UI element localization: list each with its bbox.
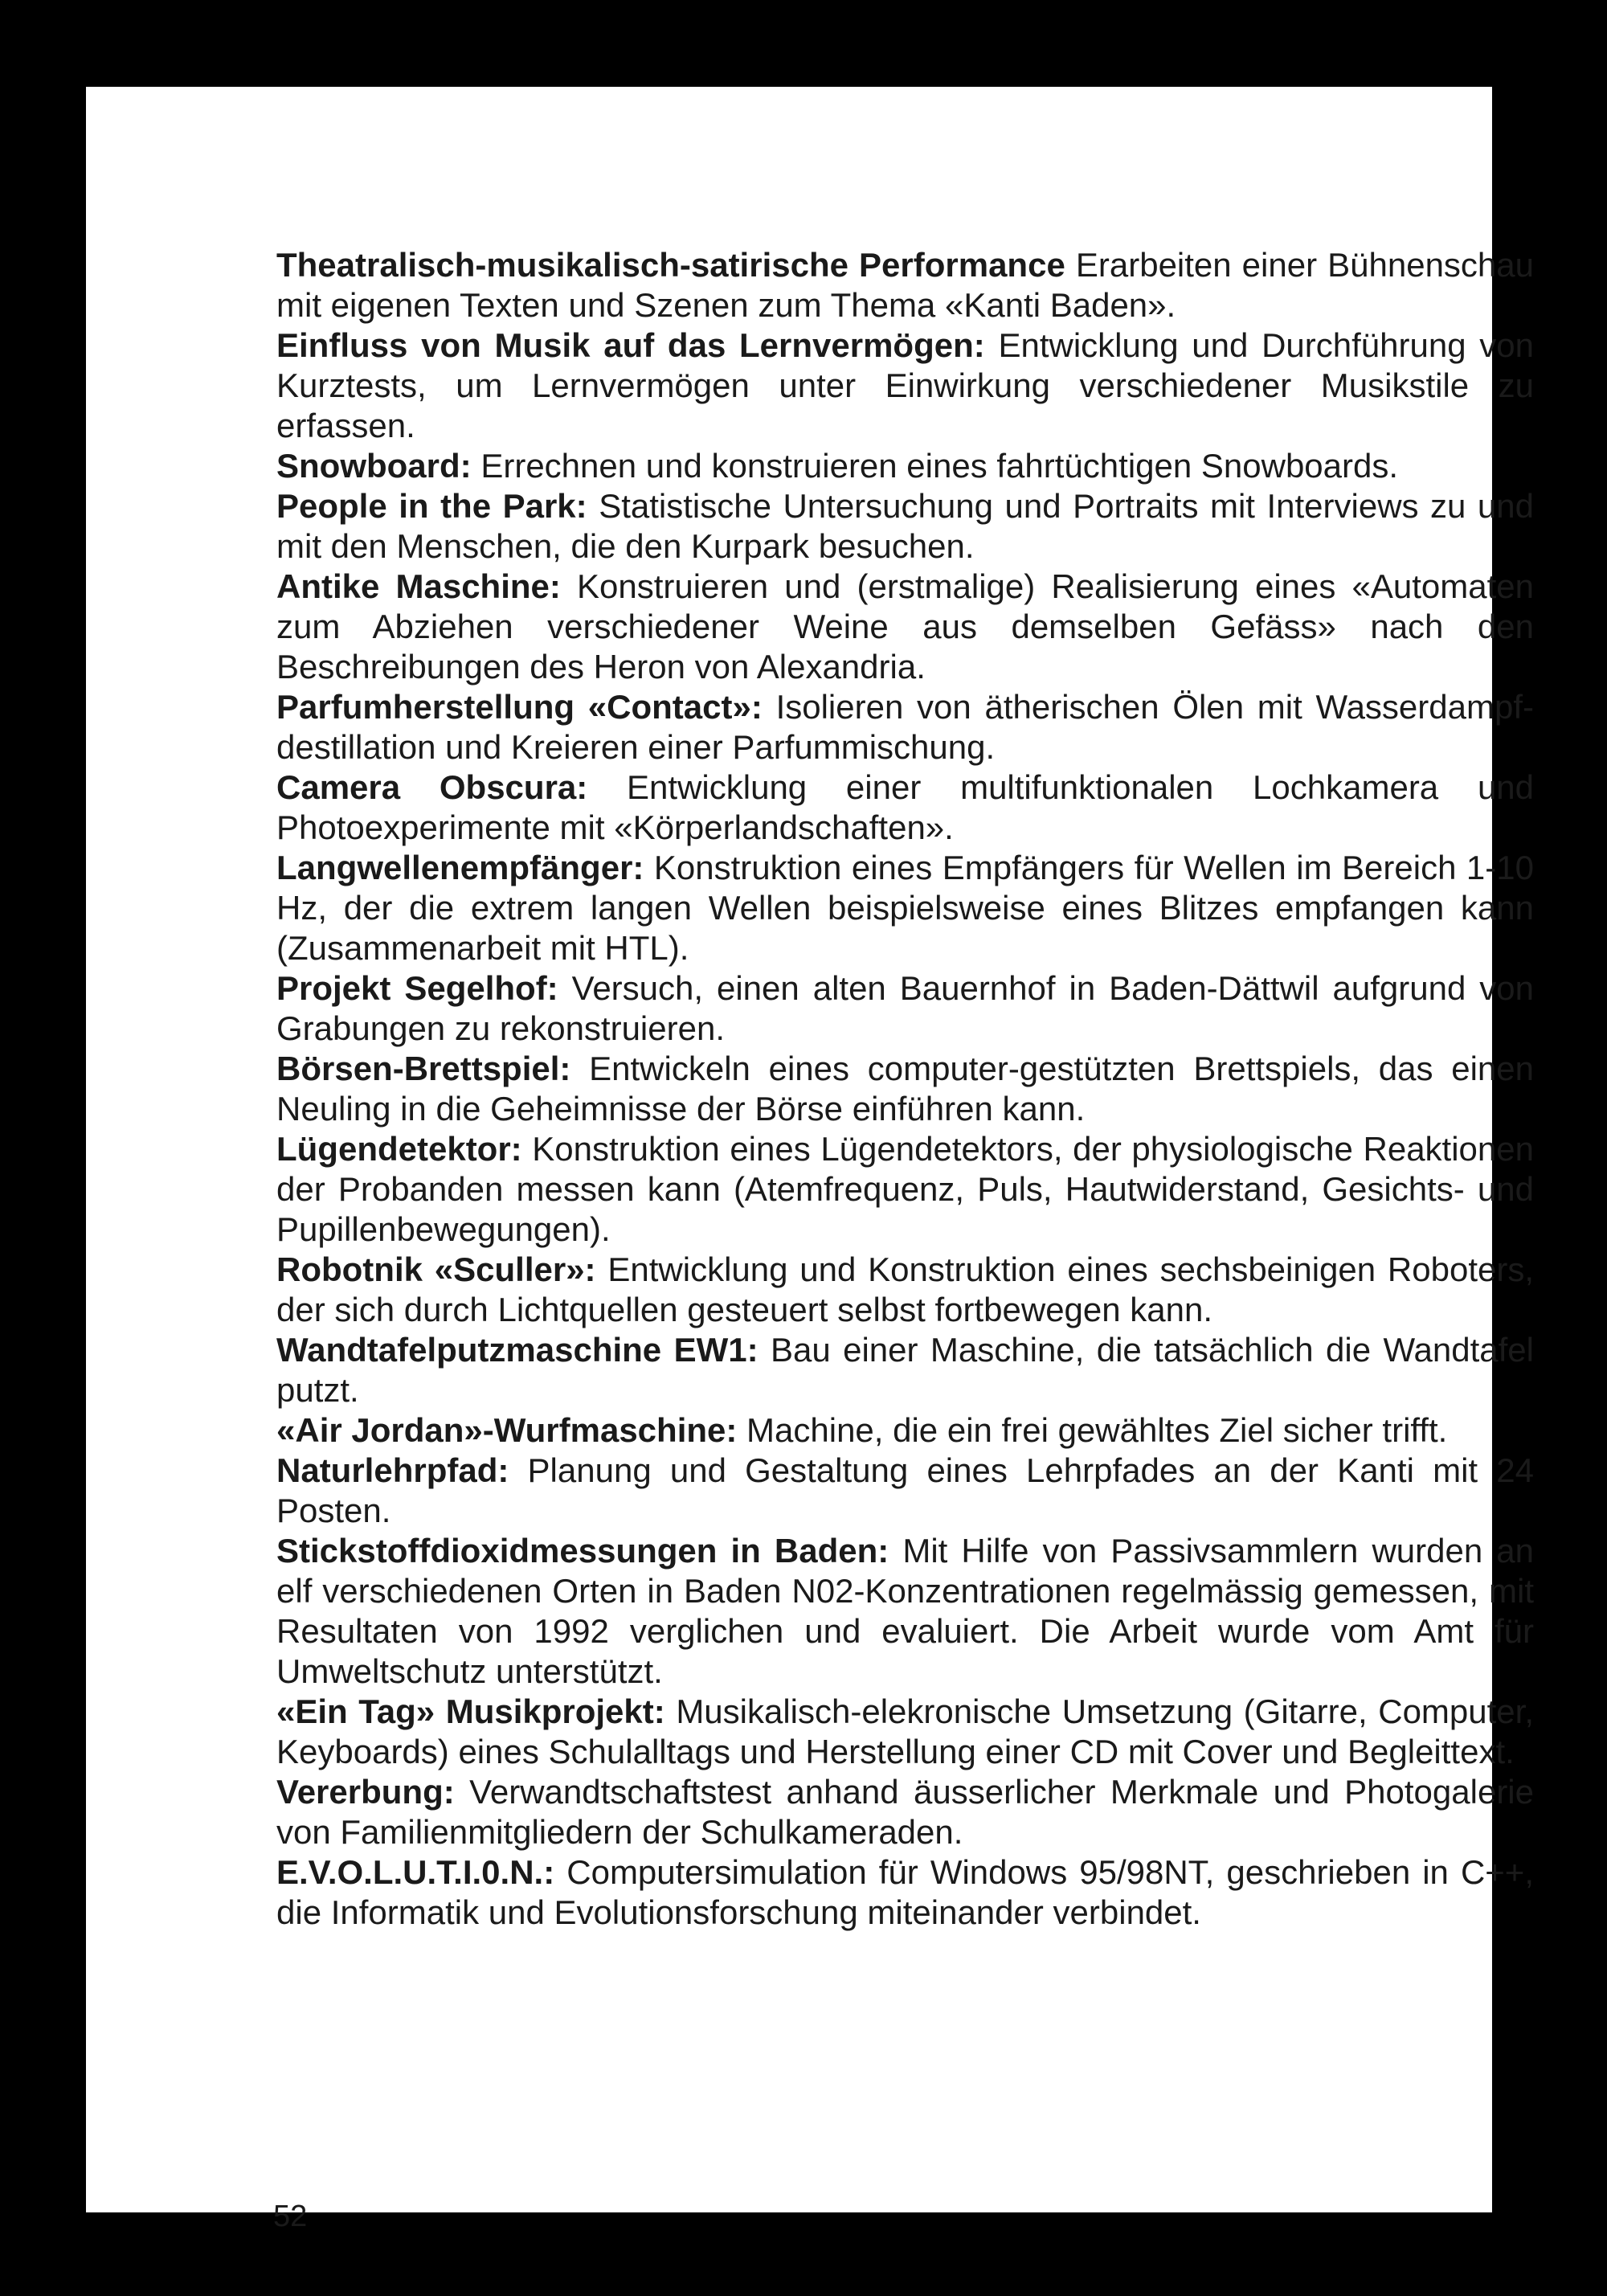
entry-title: Theatralisch-musikalisch-satirische Performance [276, 246, 1065, 284]
entry-title: Vererbung: [276, 1773, 455, 1811]
list-item [276, 446, 1534, 486]
entry-title: E.V.O.L.U.T.I.0.N.: [276, 1853, 555, 1891]
list-item [276, 848, 1534, 968]
list-item [276, 1129, 1534, 1250]
list-item [276, 1692, 1534, 1772]
entry-title: Langwellenempfänger: [276, 849, 644, 886]
project-list [276, 245, 1534, 1933]
list-item [276, 767, 1534, 848]
entry-text: Versuch, einen alten Bauernhof in Baden-Dättwil aufgrund von Grabungen zu rekonstruieren. [276, 969, 1534, 1047]
entry-text: Musikalisch-elekronische Umsetzung (Gitarre, Computer, Keyboards) eines Schulalltags und Herstellung einer CD mit Cover und Begleittext. [276, 1692, 1534, 1770]
entry-text: Entwicklung einer multifunktionalen Lochkamera und Photoexperimente mit «Körperlandschaften». [276, 768, 1535, 846]
page-sheet [86, 87, 1535, 2233]
entry-title: Camera Obscura: [276, 768, 588, 806]
list-item [276, 1250, 1534, 1330]
entry-text: Computersimulation für Windows 95/98NT, geschrieben in C++, die Informatik und Evolutionsforschung miteinander verbindet. [276, 1853, 1535, 1931]
entry-text: Konstruktion eines Empfängers für Wellen im Bereich 1-10 Hz, der die extrem langen Wellen beispielsweise eines Blitzes empfangen kann (Zusammenarbeit mit HTL). [276, 849, 1534, 967]
entry-title: Robotnik «Sculler»: [276, 1250, 596, 1288]
list-item [276, 325, 1534, 446]
entry-title: Lügendetektor: [276, 1130, 522, 1168]
entry-title: Einfluss von Musik auf das Lernvermögen: [276, 326, 985, 364]
entry-text: Entwickeln eines computer-gestützten Brettspiels, das einen Neuling in die Geheimnisse der Börse einführen kann. [276, 1050, 1535, 1128]
entry-title: Börsen-Brettspiel: [276, 1050, 571, 1087]
entry-text: Konstruktion eines Lügendetektors, der physiologische Reaktionen der Probanden messen kann (Atemfrequenz, Puls, Hautwiderstand, Gesichts- und Pupillenbewegungen). [276, 1130, 1534, 1248]
list-item [276, 486, 1534, 567]
entry-text: Errechnen und konstruieren eines fahrtüchtigen Snowboards. [480, 447, 1399, 485]
entry-text: Erarbeiten einer Bühnenschau mit eigenen Texten und Szenen zum Thema «Kanti Baden». [276, 246, 1535, 324]
entry-title: Wandtafelputzmaschine EW1: [276, 1331, 759, 1369]
entry-text: Planung und Gestaltung eines Lehrpfades an der Kanti mit 24 Posten. [276, 1451, 1534, 1529]
entry-title: Stickstoffdioxidmessungen in Baden: [276, 1532, 889, 1570]
list-item [276, 1330, 1534, 1410]
list-item [276, 1410, 1534, 1451]
page-number: 52 [273, 2200, 308, 2233]
entry-title: People in the Park: [276, 487, 587, 525]
list-item [276, 1531, 1534, 1692]
entry-title: «Air Jordan»-Wurfmaschine: [276, 1411, 738, 1449]
entry-text: Machine, die ein frei gewähltes Ziel sicher trifft. [746, 1411, 1448, 1449]
entry-text: Konstruieren und (erstmalige) Realisierung eines «Automaten zum Abziehen verschiedener Weine aus demselben Gefäss» nach den Beschreibungen des Heron von Alexandria. [276, 567, 1534, 686]
entry-title: «Ein Tag» Musikprojekt: [276, 1692, 665, 1730]
list-item [276, 567, 1534, 687]
entry-text: Statistische Untersuchung und Portraits mit Interviews zu und mit den Menschen, die den Kurpark besuchen. [276, 487, 1534, 565]
entry-text: Verwandtschaftstest anhand äusserlicher Merkmale und Photogalerie von Familienmitgliedern der Schulkameraden. [276, 1773, 1535, 1851]
list-item [276, 1852, 1534, 1933]
entry-text: Entwicklung und Konstruktion eines sechsbeinigen Roboters, der sich durch Lichtquellen gesteuert selbst fortbewegen kann. [276, 1250, 1535, 1328]
entry-title: Naturlehrpfad: [276, 1451, 509, 1489]
entry-title: Snowboard: [276, 447, 472, 485]
entry-title: Parfumherstellung «Contact»: [276, 688, 763, 726]
entry-text: Isolieren von ätherischen Ölen mit Wasserdampf- destillation und Kreieren einer Parfummischung. [276, 688, 1534, 766]
entry-text: Bau einer Maschine, die tatsächlich die Wandtafel putzt. [276, 1331, 1534, 1409]
entry-text: Entwicklung und Durchführung von Kurztests, um Lernvermögen unter Einwirkung verschiedener Musikstile zu erfassen. [276, 326, 1534, 444]
list-item [276, 1772, 1534, 1852]
list-item [276, 245, 1534, 325]
list-item [276, 968, 1534, 1049]
list-item [276, 687, 1534, 767]
entry-title: Antike Maschine: [276, 567, 561, 605]
entry-text: Mit Hilfe von Passivsammlern wurden an elf verschiedenen Orten in Baden N02-Konzentrationen regelmässig gemessen, mit Resultaten von 1992 verglichen und evaluiert. Die Arbeit wurde vom Amt für Umweltschutz unterstützt. [276, 1532, 1534, 1690]
list-item [276, 1049, 1534, 1129]
entry-title: Projekt Segelhof: [276, 969, 558, 1007]
list-item [276, 1451, 1534, 1531]
